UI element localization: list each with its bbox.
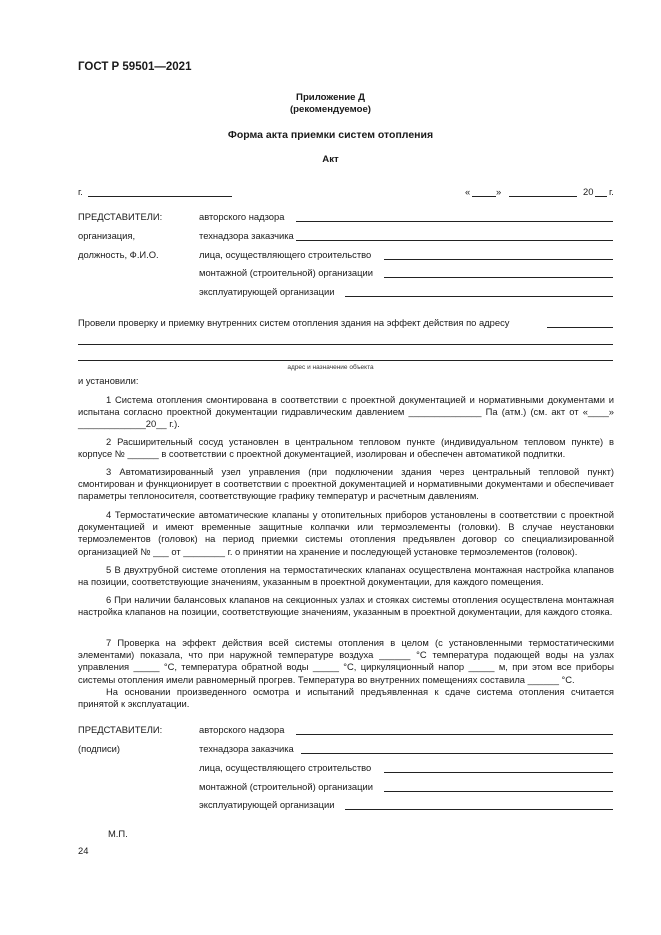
rep-top-line: [296, 240, 613, 241]
reps-sub1: организация,: [78, 230, 136, 241]
paragraph-text: 6 При наличии балансовых клапанов на секционных узлах и стояках системы отопления осуществлена монтажная настройка клапанов на позиции, соответствующие значениям, указанным в проектной документации, для каждого стояка.: [78, 594, 614, 618]
place-line: [88, 196, 232, 197]
address-line: [78, 344, 613, 345]
paragraph: [78, 394, 614, 431]
rep-top-line: [296, 221, 613, 222]
paragraph: [78, 637, 614, 686]
paragraph: [78, 466, 614, 503]
paragraph: [78, 509, 614, 558]
paragraph: [78, 594, 614, 618]
paragraph: [78, 564, 614, 588]
standard-header: ГОСТ Р 59501—2021: [78, 61, 192, 73]
check-text: Провели проверку и приемку внутренних систем отопления здания на эффект действия по адресу: [78, 317, 510, 328]
rep-top-line: [384, 259, 613, 260]
rep-bottom-label: технадзора заказчика: [199, 743, 294, 754]
paragraph-text: 7 Проверка на эффект действия всей системы отопления в целом (с установленными термостатическими элементами) показала, что при наружной температуре воздуха ______ °С температура подающей воды на узлах управления _____ °С, температура обратной воды _____ °С, циркуляционный напор _____ м, при этом все приборы системы отопления имели равномерный прогрев. Температура во внутренних помещениях составила ______ °С.: [78, 637, 614, 685]
rep-top-label: технадзора заказчика: [199, 230, 294, 241]
rep-top-label: лица, осуществляющего строительство: [199, 249, 372, 260]
rep-bottom-label: авторского надзора: [199, 724, 285, 735]
paragraph-text: 3 Автоматизированный узел управления (при подключении здания через центральный тепловой пункт) смонтирован и функционирует в соответствии с проектной документацией и нормативными документами и обеспечивает параметры теплоносителя, соответствующие графику температур и расчетным давлениям.: [78, 466, 614, 502]
reps-sub2: должность, Ф.И.О.: [78, 249, 159, 260]
address-caption: адрес и назначение объекта: [287, 364, 374, 371]
paragraph: [78, 436, 614, 460]
paragraph-text: 2 Расширительный сосуд установлен в центральном тепловом пункте (индивидуальном тепловом пункте) в корпусе № ______ в соответствии с проектной документацией, изолирован и обеспечен автоматикой подпитки.: [78, 436, 614, 460]
date-day-line: [472, 196, 496, 197]
paragraph-text: 4 Термостатические автоматические клапаны у отопительных приборов установлены в соответствии с проектной документацией и имеют временные защитные колпачки или термоэлементы (головки). В случае неустановки термоэлементов (головок) на период приемки системы отопления предъявлен договор со специализированной организацией № ___ от ________ г. о принятии на хранение и последующей установке термоэлементов (головок).: [78, 509, 614, 557]
date-month-line: [509, 196, 577, 197]
rep-bottom-label: эксплуатирующей организации: [199, 799, 335, 810]
date-year-suffix: г.: [609, 186, 614, 197]
appendix-subtitle: (рекомендуемое): [289, 104, 371, 115]
reps-heading: ПРЕДСТАВИТЕЛИ:: [78, 211, 163, 222]
place-prefix: г.: [78, 186, 83, 197]
rep-bottom-line: [301, 753, 613, 754]
address-line: [547, 327, 613, 328]
rep-bottom-line: [384, 772, 613, 773]
date-close-quote: »: [496, 186, 502, 197]
rep-top-label: монтажной (строительной) организации: [199, 267, 373, 278]
rep-top-label: эксплуатирующей организации: [199, 286, 335, 297]
rep-top-label: авторского надзора: [199, 211, 285, 222]
rep-bottom-line: [345, 809, 613, 810]
seal-mark: М.П.: [108, 828, 128, 839]
address-line: [78, 360, 613, 361]
rep-top-line: [345, 296, 613, 297]
date-year-prefix: 20: [583, 186, 594, 197]
established-text: и установили:: [78, 375, 139, 386]
form-title: Форма акта приемки систем отопления: [227, 129, 434, 141]
paragraph-text: 5 В двухтрубной системе отопления на термостатических клапанах осуществлена монтажная настройка клапанов на позиции, соответствующие значениям, указанным в проектной документации, для каждого помещения.: [78, 564, 614, 588]
rep-bottom-label: монтажной (строительной) организации: [199, 781, 373, 792]
rep-bottom-label: лица, осуществляющего строительство: [199, 762, 372, 773]
paragraph-text: На основании произведенного осмотра и испытаний предъявленная к сдаче система отопления считается принятой к эксплуатации.: [78, 686, 614, 710]
date-open-quote: «: [465, 186, 471, 197]
rep-bottom-line: [296, 734, 613, 735]
page-number: 24: [78, 845, 89, 856]
act-title: Акт: [322, 154, 339, 165]
reps-bottom-heading: ПРЕДСТАВИТЕЛИ:: [78, 724, 163, 735]
appendix-title: Приложение Д: [296, 92, 365, 103]
rep-top-line: [384, 277, 613, 278]
rep-bottom-line: [384, 791, 613, 792]
paragraph-text: 1 Система отопления смонтирована в соответствии с проектной документацией и нормативными документами и испытана согласно проектной документации гидравлическим давлением ______________ Па (атм.) (см. акт от «____» _____________20__ г.).: [78, 394, 614, 430]
date-year-line: [595, 196, 607, 197]
paragraph: [78, 686, 614, 710]
reps-bottom-sub1: (подписи): [78, 743, 121, 754]
